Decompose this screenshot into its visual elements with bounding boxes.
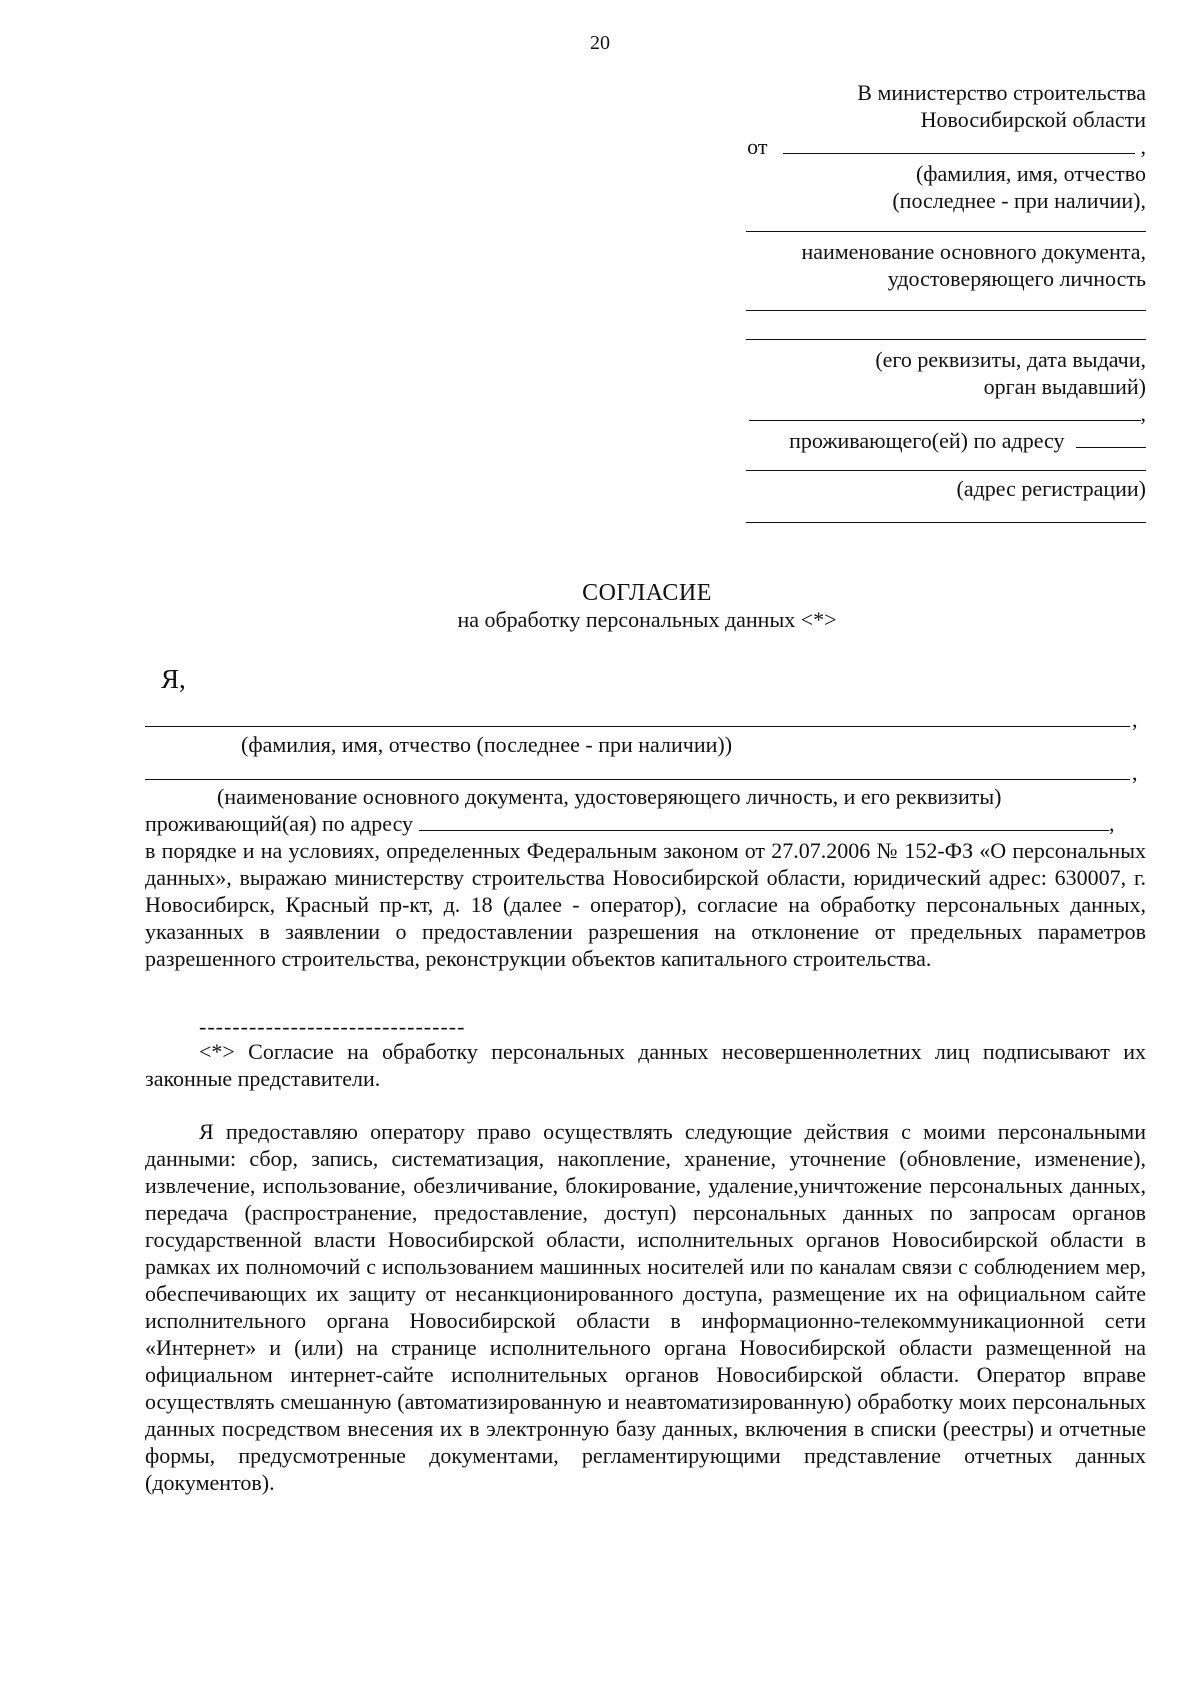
- address-blank-2[interactable]: [746, 522, 1146, 523]
- address-blank-body[interactable]: [419, 812, 1109, 831]
- from-line: [746, 133, 1146, 160]
- ya-label: Я,: [161, 664, 186, 694]
- doc-blank[interactable]: [746, 231, 1146, 232]
- from-suffix: ,: [1140, 134, 1146, 159]
- address-line: [746, 427, 1146, 454]
- address-label: проживающего(ей) по адресу: [789, 428, 1065, 453]
- req-blank-3-line: [746, 400, 1146, 427]
- doc-caption-1: наименование основного документа,: [801, 239, 1146, 264]
- consent-paragraph: в порядке и на условиях, определенных Федеральным законом от 27.07.2006 № 152-ФЗ «О персональных данных», выражаю министерству строительства Новосибирской области, юридический адрес: 630007, г. Новосибирск, Красный пр-кт, д. 18 (далее - оператор), согласие на обработку персональных данных, указанных в заявлении о предоставлении разрешения на отклонение от предельных параметров разрешенного строительства, реконструкции объектов капитального строительства.: [145, 838, 1146, 971]
- address-blank[interactable]: [746, 470, 1146, 471]
- document-title: СОГЛАСИЕ: [582, 580, 712, 606]
- address-row: [145, 810, 1146, 837]
- address-caption: (адрес регистрации): [956, 476, 1146, 501]
- from-blank[interactable]: [783, 133, 1135, 154]
- addressee-line-1: В министерство строительства: [857, 80, 1146, 105]
- fio-blank[interactable]: [145, 726, 1130, 727]
- footnote-separator: --------------------------------: [199, 1014, 466, 1039]
- address-label-body: проживающий(ая) по адресу: [145, 811, 414, 836]
- address-comma: ,: [1109, 811, 1115, 836]
- spacer: [746, 311, 1146, 339]
- addressee-block: [746, 79, 1146, 523]
- req-blank-3[interactable]: [749, 400, 1141, 421]
- address-blank-inline[interactable]: [1076, 427, 1146, 448]
- fio-comma: ,: [1132, 707, 1138, 732]
- fio-caption-2: (последнее - при наличии),: [892, 188, 1146, 213]
- doc-blank-body[interactable]: [145, 779, 1130, 780]
- req-caption-1: (его реквизиты, дата выдачи,: [875, 347, 1146, 372]
- doc-caption: (наименование основного документа, удостоверяющего личность, и его реквизиты): [217, 784, 1002, 809]
- footnote: <*> Согласие на обработку персональных данных несовершеннолетних лиц подписывают их законные представители.: [145, 1039, 1146, 1091]
- from-label: от: [747, 134, 768, 159]
- spacer: [746, 214, 1146, 231]
- document-subtitle: на обработку персональных данных <*>: [457, 607, 837, 632]
- fio-caption-1: (фамилия, имя, отчество: [915, 161, 1146, 186]
- req-blank-2[interactable]: [746, 339, 1146, 340]
- req-suffix: ,: [1140, 401, 1146, 426]
- req-caption-2: орган выдавший): [983, 374, 1146, 399]
- rights-paragraph: Я предоставляю оператору право осуществлять следующие действия с моими персональными данными: сбор, запись, систематизация, накопление, хранение, уточнение (обновление, изменение), извлечение, использование, обезличивание, блокирование, удаление,уничтожение персональных данных, передача (распространение, предоставление, доступ) персональных данных по запросам органов государственной власти Новосибирской области, исполнительных органов Новосибирской области в рамках их полномочий с использованием машинных носителей или по каналам связи с соблюдением мер, обеспечивающих их защиту от несанкционированного доступа, размещение их на официальном сайте исполнительного органа Новосибирской области в информационно-телекоммуникационной сети «Интернет» и (или) на странице исполнительного органа Новосибирской области размещенной на официальном интернет-сайте исполнительных органов Новосибирской области. Оператор вправе осуществлять смешанную (автоматизированную и неавтоматизированную) обработку моих персональных данных посредством внесения их в электронную базу данных, включения в списки (реестры) и отчетные формы, предусмотренные документами, регламентирующими представление отчетных данных (документов).: [145, 1119, 1146, 1495]
- fio-caption: (фамилия, имя, отчество (последнее - при наличии)): [241, 732, 733, 757]
- page-number: 20: [590, 32, 610, 54]
- spacer: [746, 502, 1146, 522]
- spacer: [746, 454, 1146, 470]
- doc-caption-2: удостоверяющего личность: [887, 266, 1146, 291]
- spacer: [746, 292, 1146, 310]
- addressee-line-2: Новосибирской области: [920, 107, 1146, 132]
- doc-comma: ,: [1132, 760, 1138, 785]
